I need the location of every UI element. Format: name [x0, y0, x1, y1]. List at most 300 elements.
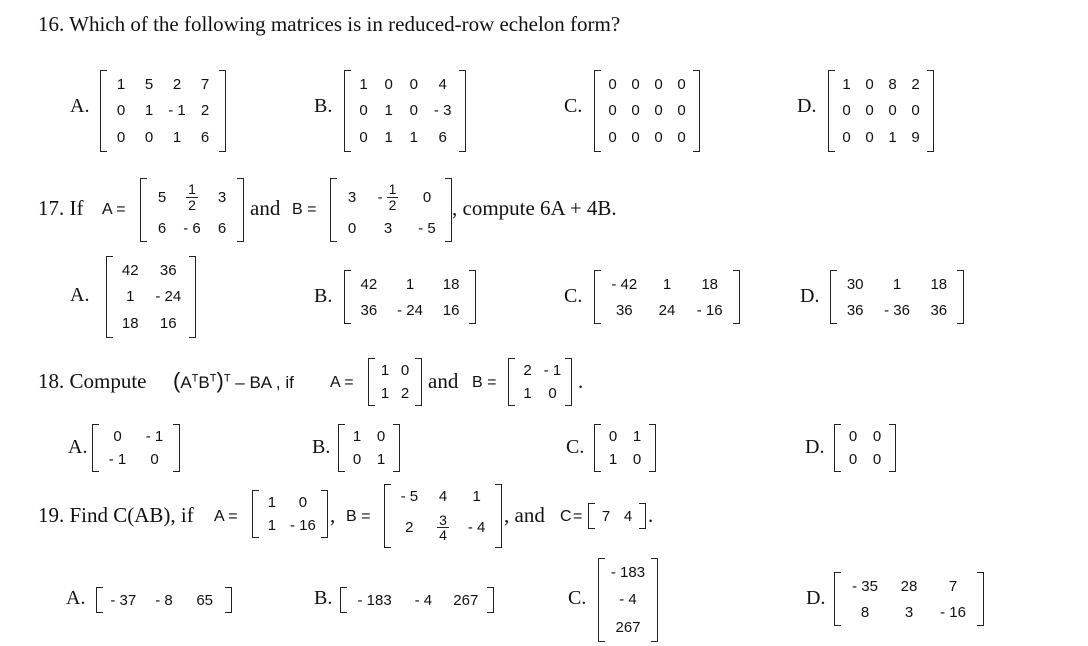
matrix-cell: - 35 [852, 577, 878, 595]
bracket-corner [835, 471, 841, 472]
bracket-corner [445, 241, 451, 242]
matrix-cell: - 37 [110, 591, 137, 609]
matrix-cell: 30 [846, 275, 864, 293]
bracket-corner [469, 323, 475, 324]
matrix-cell: 0 [677, 129, 686, 147]
bracket-corner [341, 612, 347, 613]
open-paren: ( [173, 368, 181, 393]
bracket-corner [589, 528, 595, 529]
matrix-cell: 0 [872, 428, 882, 445]
matrix-cell: 18 [442, 275, 460, 293]
bracket-corner [345, 151, 351, 152]
matrix-cell: 8 [888, 75, 897, 93]
bracket-corner [469, 270, 475, 271]
matrix-cell: - 1 [145, 428, 164, 445]
matrix-cell: - 1 [543, 362, 562, 379]
matrix-cell: - 16 [940, 603, 966, 621]
q17-b-variable: B = [292, 201, 317, 218]
matrix-cell: 1 [409, 129, 418, 147]
transpose-marker: T [209, 372, 217, 385]
bracket-corner [927, 70, 933, 71]
q19-matrix-c [588, 503, 646, 529]
q17-option-b-matrix [344, 270, 476, 324]
matrix-cell: - 6 [183, 220, 201, 238]
matrix-cell: 7 [601, 507, 611, 525]
matrix-cell: 0 [144, 129, 154, 147]
matrix-cell: 1 [384, 129, 393, 147]
matrix-cell: 0 [113, 428, 122, 445]
bracket-corner [595, 70, 601, 71]
q18-rest-text: – BA , if [230, 373, 294, 392]
matrix-cell: 42 [360, 275, 378, 293]
bracket-corner [977, 572, 983, 573]
bracket-corner [595, 323, 601, 324]
q17-and-text: and [250, 196, 281, 220]
matrix-cell: 0 [911, 102, 920, 120]
matrix-cell: 1 [523, 385, 532, 402]
q19-matrix-a [252, 490, 328, 538]
bracket-corner [957, 323, 963, 324]
matrix-cell: - 5 [400, 488, 419, 506]
matrix-cell: 0 [352, 451, 362, 468]
bracket-corner [341, 587, 347, 588]
matrix-cell: 8 [860, 603, 870, 621]
bracket-corner [225, 587, 231, 588]
matrix-cell: 0 [865, 75, 874, 93]
bracket-corner [977, 625, 983, 626]
matrix-cell: 1 [888, 129, 897, 147]
matrix-cell: 3 [347, 189, 357, 207]
matrix-cell: 2 [405, 519, 414, 537]
matrix-cell: 0 [376, 428, 386, 445]
matrix-cell: 0 [298, 494, 308, 511]
bracket-corner [927, 151, 933, 152]
matrix-cell: 0 [116, 102, 126, 120]
bracket-corner [345, 270, 351, 271]
bracket-corner [831, 323, 837, 324]
bracket-corner [595, 424, 601, 425]
matrix-cell: 1 [172, 129, 182, 147]
bracket-corner [219, 70, 225, 71]
matrix-cell: - 16 [696, 301, 723, 319]
q19-option-a-matrix [96, 587, 232, 613]
transpose-marker: T [223, 372, 231, 385]
bracket-corner [595, 270, 601, 271]
matrix-cell: 42 [121, 261, 139, 279]
bracket-corner [101, 70, 107, 71]
matrix-cell: 0 [608, 428, 618, 445]
matrix-cell: 0 [548, 385, 557, 402]
q18-option-c-label: C. [566, 436, 585, 458]
bracket-corner [509, 358, 515, 359]
matrix-cell: 3 [383, 220, 393, 238]
matrix-cell: 4 [438, 75, 447, 93]
q19-c-equals: = [573, 508, 583, 525]
q16-option-d-matrix [828, 70, 934, 152]
matrix-cell: 1 [842, 75, 851, 93]
bracket-corner [339, 471, 345, 472]
fraction [387, 182, 399, 212]
matrix-cell: 0 [608, 129, 617, 147]
bracket-corner [649, 471, 655, 472]
bracket-corner [459, 151, 465, 152]
bracket-corner [345, 70, 351, 71]
bracket-corner [369, 405, 375, 406]
matrix-cell: 24 [658, 301, 676, 319]
matrix-cell: 65 [196, 591, 213, 609]
q19-matrix-b [384, 484, 502, 548]
bracket-corner [693, 70, 699, 71]
matrix-cell: 0 [359, 129, 368, 147]
q19-comma: , [330, 503, 336, 527]
matrix-cell: 1 [662, 275, 672, 293]
matrix-cell: 1 [267, 494, 277, 511]
matrix-cell: 0 [409, 75, 418, 93]
minus-sign: - [377, 189, 383, 207]
bracket-corner [173, 424, 179, 425]
matrix-cell: 0 [842, 129, 851, 147]
matrix-cell: 1 [126, 288, 135, 306]
bracket-corner [225, 612, 231, 613]
matrix-cell: 2 [200, 102, 210, 120]
bracket-corner [93, 424, 99, 425]
matrix-cell: - 4 [467, 519, 486, 537]
matrix-cell: 5 [157, 189, 167, 207]
matrix-cell: 1 [116, 75, 126, 93]
question-17-prefix: 17. If [38, 196, 84, 220]
matrix-cell: 0 [384, 75, 393, 93]
matrix-cell: 2 [172, 75, 182, 93]
q17-option-b-label: B. [314, 285, 333, 307]
bracket-corner [889, 471, 895, 472]
matrix-cell: 0 [848, 451, 858, 468]
q17-option-d-matrix [830, 270, 964, 324]
matrix-cell: 0 [654, 102, 663, 120]
matrix-cell: 2 [400, 385, 410, 402]
bracket-corner [495, 484, 501, 485]
matrix-cell: 1 [608, 451, 618, 468]
matrix-cell: 4 [438, 488, 448, 506]
q18-a-variable: A = [330, 374, 354, 391]
matrix-cell: 0 [654, 129, 663, 147]
bracket-corner [173, 471, 179, 472]
bracket-corner [237, 178, 243, 179]
matrix-cell: 18 [121, 315, 139, 333]
matrix-cell: - 4 [414, 591, 433, 609]
matrix-cell: 1 [472, 488, 481, 506]
bracket-corner [101, 151, 107, 152]
matrix-cell: 0 [608, 75, 617, 93]
matrix-cell: 1 [352, 428, 362, 445]
matrix-cell: - 24 [397, 301, 423, 319]
bracket-corner [97, 587, 103, 588]
bracket-corner [595, 151, 601, 152]
bracket-corner [509, 405, 515, 406]
bracket-corner [889, 424, 895, 425]
bracket-corner [141, 241, 147, 242]
matrix-cell: - 16 [289, 517, 316, 534]
matrix-cell: - 3 [433, 102, 452, 120]
bracket-corner [589, 503, 595, 504]
bracket-corner [957, 270, 963, 271]
q18-option-a-matrix [92, 424, 180, 472]
bracket-corner [565, 405, 571, 406]
matrix-cell: 0 [677, 102, 686, 120]
matrix-cell: 0 [865, 102, 874, 120]
bracket-corner [345, 323, 351, 324]
bracket-corner [107, 337, 113, 338]
matrix-cell: 1 [405, 275, 415, 293]
matrix-cell: 267 [615, 618, 641, 636]
bracket-corner [651, 641, 657, 642]
bracket-corner [385, 484, 391, 485]
matrix-cell: 9 [911, 129, 920, 147]
bracket-corner [321, 490, 327, 491]
question-16-text: 16. Which of the following matrices is in reduced-row echelon form? [38, 12, 621, 36]
bracket-corner [835, 625, 841, 626]
fraction [186, 182, 198, 212]
q16-option-c-label: C. [564, 95, 583, 117]
bracket-corner [829, 70, 835, 71]
q16-option-d-label: D. [797, 95, 817, 117]
matrix-cell: - 5 [418, 220, 436, 238]
q17-compute-text: , compute 6A + 4B. [452, 196, 617, 220]
matrix-cell: 6 [157, 220, 167, 238]
matrix-cell: 0 [842, 102, 851, 120]
question-18-prefix: 18. Compute [38, 369, 147, 393]
bracket-corner [639, 503, 645, 504]
q19-option-a-label: A. [66, 587, 86, 609]
matrix-cell: - 8 [155, 591, 173, 609]
bracket-corner [415, 358, 421, 359]
matrix-cell: 1 [144, 102, 154, 120]
bracket-corner [693, 151, 699, 152]
bracket-corner [595, 471, 601, 472]
bracket-corner [495, 547, 501, 548]
bracket-corner [733, 323, 739, 324]
bracket-corner [93, 471, 99, 472]
bracket-corner [565, 358, 571, 359]
matrix-cell: 3 [217, 189, 227, 207]
q16-option-a-matrix [100, 70, 226, 152]
matrix-cell: - 183 [357, 591, 392, 609]
q18-matrix-a [368, 358, 422, 406]
matrix-cell: 16 [159, 315, 177, 333]
matrix-cell: 0 [872, 451, 882, 468]
fraction-numerator: 3 [439, 511, 447, 528]
q19-option-c-matrix [598, 558, 658, 642]
bracket-corner [385, 547, 391, 548]
bracket-corner [835, 424, 841, 425]
q19-period: . [648, 503, 654, 527]
q18-option-a-label: A. [68, 436, 88, 458]
bracket-corner [649, 424, 655, 425]
matrix-cell: 36 [615, 301, 633, 319]
bracket-corner [331, 241, 337, 242]
bracket-corner [835, 572, 841, 573]
q18-matrix-b [508, 358, 572, 406]
q19-option-d-matrix [834, 572, 984, 626]
matrix-cell: 1 [359, 75, 368, 93]
matrix-cell: - 36 [884, 301, 910, 319]
bracket-corner [459, 70, 465, 71]
matrix-cell: - 183 [610, 564, 646, 582]
q19-option-b-label: B. [314, 587, 333, 609]
matrix-cell: 18 [930, 275, 948, 293]
matrix-cell [367, 182, 409, 212]
matrix-cell: 6 [217, 220, 227, 238]
bracket-corner [599, 558, 605, 559]
matrix-cell: 28 [900, 577, 918, 595]
q17-option-a-label: A. [70, 284, 90, 306]
q19-b-variable: B = [346, 508, 371, 525]
matrix-cell: 0 [865, 129, 874, 147]
bracket-corner [321, 537, 327, 538]
q18-option-d-label: D. [805, 436, 825, 458]
matrix-cell: - 24 [155, 288, 182, 306]
bracket-corner [487, 612, 493, 613]
bracket-corner [445, 178, 451, 179]
matrix-cell: 36 [360, 301, 378, 319]
matrix-cell: 0 [359, 102, 368, 120]
q18-b-variable: B = [472, 374, 497, 391]
bracket-corner [599, 641, 605, 642]
matrix-cell: 36 [930, 301, 948, 319]
matrix-cell: 1 [376, 451, 386, 468]
bracket-corner [415, 405, 421, 406]
q16-option-b-matrix [344, 70, 466, 152]
matrix-cell: 267 [453, 591, 479, 609]
matrix-cell: 1 [892, 275, 902, 293]
matrix-cell: 18 [701, 275, 719, 293]
q17-matrix-b [330, 178, 452, 242]
q17-matrix-a [140, 178, 244, 242]
q19-option-d-label: D. [806, 587, 826, 609]
matrix-cell: 0 [631, 75, 640, 93]
transpose-marker: T [191, 372, 199, 385]
matrix-cell: - 1 [168, 102, 186, 120]
var-a: A [180, 373, 192, 392]
bracket-corner [829, 151, 835, 152]
matrix-cell: 6 [200, 129, 210, 147]
matrix-cell: 2 [911, 75, 920, 93]
q17-a-variable: A = [102, 201, 126, 218]
matrix-cell: 0 [631, 129, 640, 147]
bracket-corner [107, 256, 113, 257]
q17-option-c-label: C. [564, 285, 583, 307]
matrix-cell: 0 [677, 75, 686, 93]
matrix-cell: 0 [150, 451, 159, 468]
matrix-cell [177, 182, 207, 212]
q16-option-a-label: A. [70, 95, 90, 117]
close-paren: ) [216, 368, 224, 393]
matrix-cell: 0 [608, 102, 617, 120]
bracket-corner [487, 587, 493, 588]
fraction-denominator: 2 [188, 197, 196, 214]
q16-option-c-matrix [594, 70, 700, 152]
q16-option-b-label: B. [314, 95, 333, 117]
matrix-cell: 0 [347, 220, 357, 238]
matrix-cell: 1 [632, 428, 642, 445]
matrix-cell: 0 [631, 102, 640, 120]
var-b: B [198, 373, 210, 392]
q19-option-b-matrix [340, 587, 494, 613]
matrix-cell: 4 [623, 507, 633, 525]
q17-option-c-matrix [594, 270, 740, 324]
matrix-cell: - 4 [619, 591, 637, 609]
matrix-cell: 0 [848, 428, 858, 445]
bracket-corner [369, 358, 375, 359]
matrix-cell: 5 [144, 75, 154, 93]
q17-option-a-matrix [106, 256, 196, 338]
bracket-corner [253, 490, 259, 491]
q18-option-b-label: B. [312, 436, 331, 458]
matrix-cell: 1 [267, 517, 277, 534]
matrix-cell: 7 [200, 75, 210, 93]
matrix-cell: 1 [380, 362, 390, 379]
bracket-corner [733, 270, 739, 271]
fraction-numerator: 1 [188, 181, 196, 198]
matrix-cell: 0 [116, 129, 126, 147]
bracket-corner [97, 612, 103, 613]
q19-option-c-label: C. [568, 587, 587, 609]
fraction-denominator: 2 [388, 197, 397, 214]
matrix-cell: 36 [159, 261, 177, 279]
matrix-cell: 36 [846, 301, 864, 319]
matrix-cell [428, 513, 459, 543]
bracket-corner [639, 528, 645, 529]
bracket-corner [331, 178, 337, 179]
bracket-corner [141, 178, 147, 179]
matrix-cell: 3 [904, 603, 914, 621]
q17-option-d-label: D. [800, 285, 820, 307]
bracket-corner [253, 537, 259, 538]
bracket-corner [189, 256, 195, 257]
bracket-corner [393, 471, 399, 472]
bracket-corner [393, 424, 399, 425]
bracket-corner [237, 241, 243, 242]
q18-option-d-matrix [834, 424, 896, 472]
matrix-cell: 1 [384, 102, 393, 120]
q18-option-c-matrix [594, 424, 656, 472]
q18-period: . [578, 369, 584, 393]
bracket-corner [339, 424, 345, 425]
bracket-corner [189, 337, 195, 338]
fraction-denominator: 4 [439, 527, 447, 544]
matrix-cell: 0 [654, 75, 663, 93]
fraction [437, 513, 449, 543]
matrix-cell: 6 [438, 129, 447, 147]
q18-option-b-matrix [338, 424, 400, 472]
matrix-cell: 0 [409, 102, 418, 120]
q18-and-text: and [428, 369, 459, 393]
matrix-cell: 16 [442, 301, 460, 319]
matrix-cell: - 1 [108, 451, 127, 468]
matrix-cell: 0 [632, 451, 642, 468]
q18-transpose-expression [173, 368, 294, 394]
q19-a-variable: A = [214, 508, 238, 525]
bracket-corner [651, 558, 657, 559]
matrix-cell: 2 [523, 362, 532, 379]
matrix-cell: 1 [380, 385, 390, 402]
matrix-cell: 0 [888, 102, 897, 120]
question-19-prefix: 19. Find C(AB), if [38, 503, 194, 527]
fraction-numerator: 1 [388, 181, 397, 198]
matrix-cell: - 42 [611, 275, 638, 293]
q19-c-variable: C [560, 508, 572, 525]
bracket-corner [219, 151, 225, 152]
q19-and-text: , and [504, 503, 545, 527]
